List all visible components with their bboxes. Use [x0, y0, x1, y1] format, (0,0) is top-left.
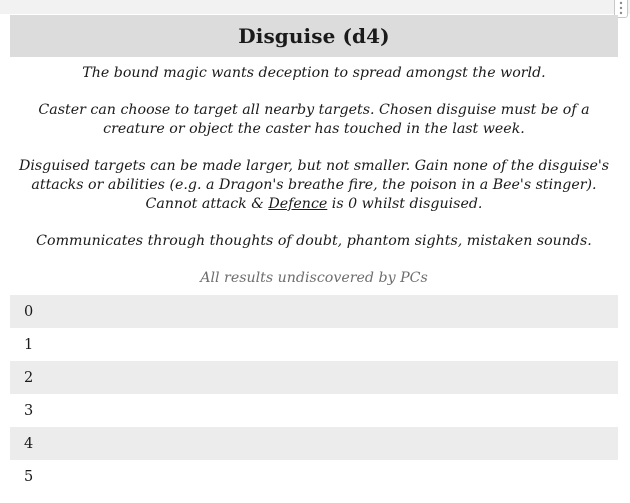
result-row — [10, 460, 618, 493]
top-strip — [0, 0, 630, 14]
description-paragraph-2: Caster can choose to target all nearby targets. Chosen disguise must be of a creature or object the caster has touched in the last week. — [38, 102, 590, 137]
dots-icon — [618, 1, 624, 15]
result-number: 5 — [24, 468, 34, 485]
result-number: 3 — [24, 402, 34, 419]
results-note: All results undiscovered by PCs — [200, 270, 428, 286]
result-number: 1 — [24, 336, 34, 353]
result-row — [10, 361, 618, 394]
result-row — [10, 328, 618, 361]
description-paragraph-1: The bound magic wants deception to spread amongst the world. — [82, 65, 546, 81]
spell-card — [10, 15, 618, 493]
description-paragraph-3 — [15, 157, 613, 214]
description-paragraph-4: Communicates through thoughts of doubt, phantom sights, mistaken sounds. — [36, 233, 592, 249]
defence-link[interactable]: Defence — [268, 196, 328, 212]
result-number: 2 — [24, 369, 34, 386]
result-number: 0 — [24, 303, 34, 320]
paragraph-3-text-start: Disguised targets can be made larger, but not smaller. Gain none of the disguise's attacks or abilities (e.g. a Dragon's breathe fire, the poison in a Bee's stinger). Cannot attack & — [18, 158, 610, 212]
result-number: 4 — [24, 435, 34, 452]
page-title: Disguise (d4) — [10, 15, 618, 57]
result-row — [10, 295, 618, 328]
result-row — [10, 394, 618, 427]
results-table — [10, 295, 618, 493]
paragraph-3-text-end: is 0 whilst disguised. — [327, 196, 483, 212]
result-row — [10, 427, 618, 460]
